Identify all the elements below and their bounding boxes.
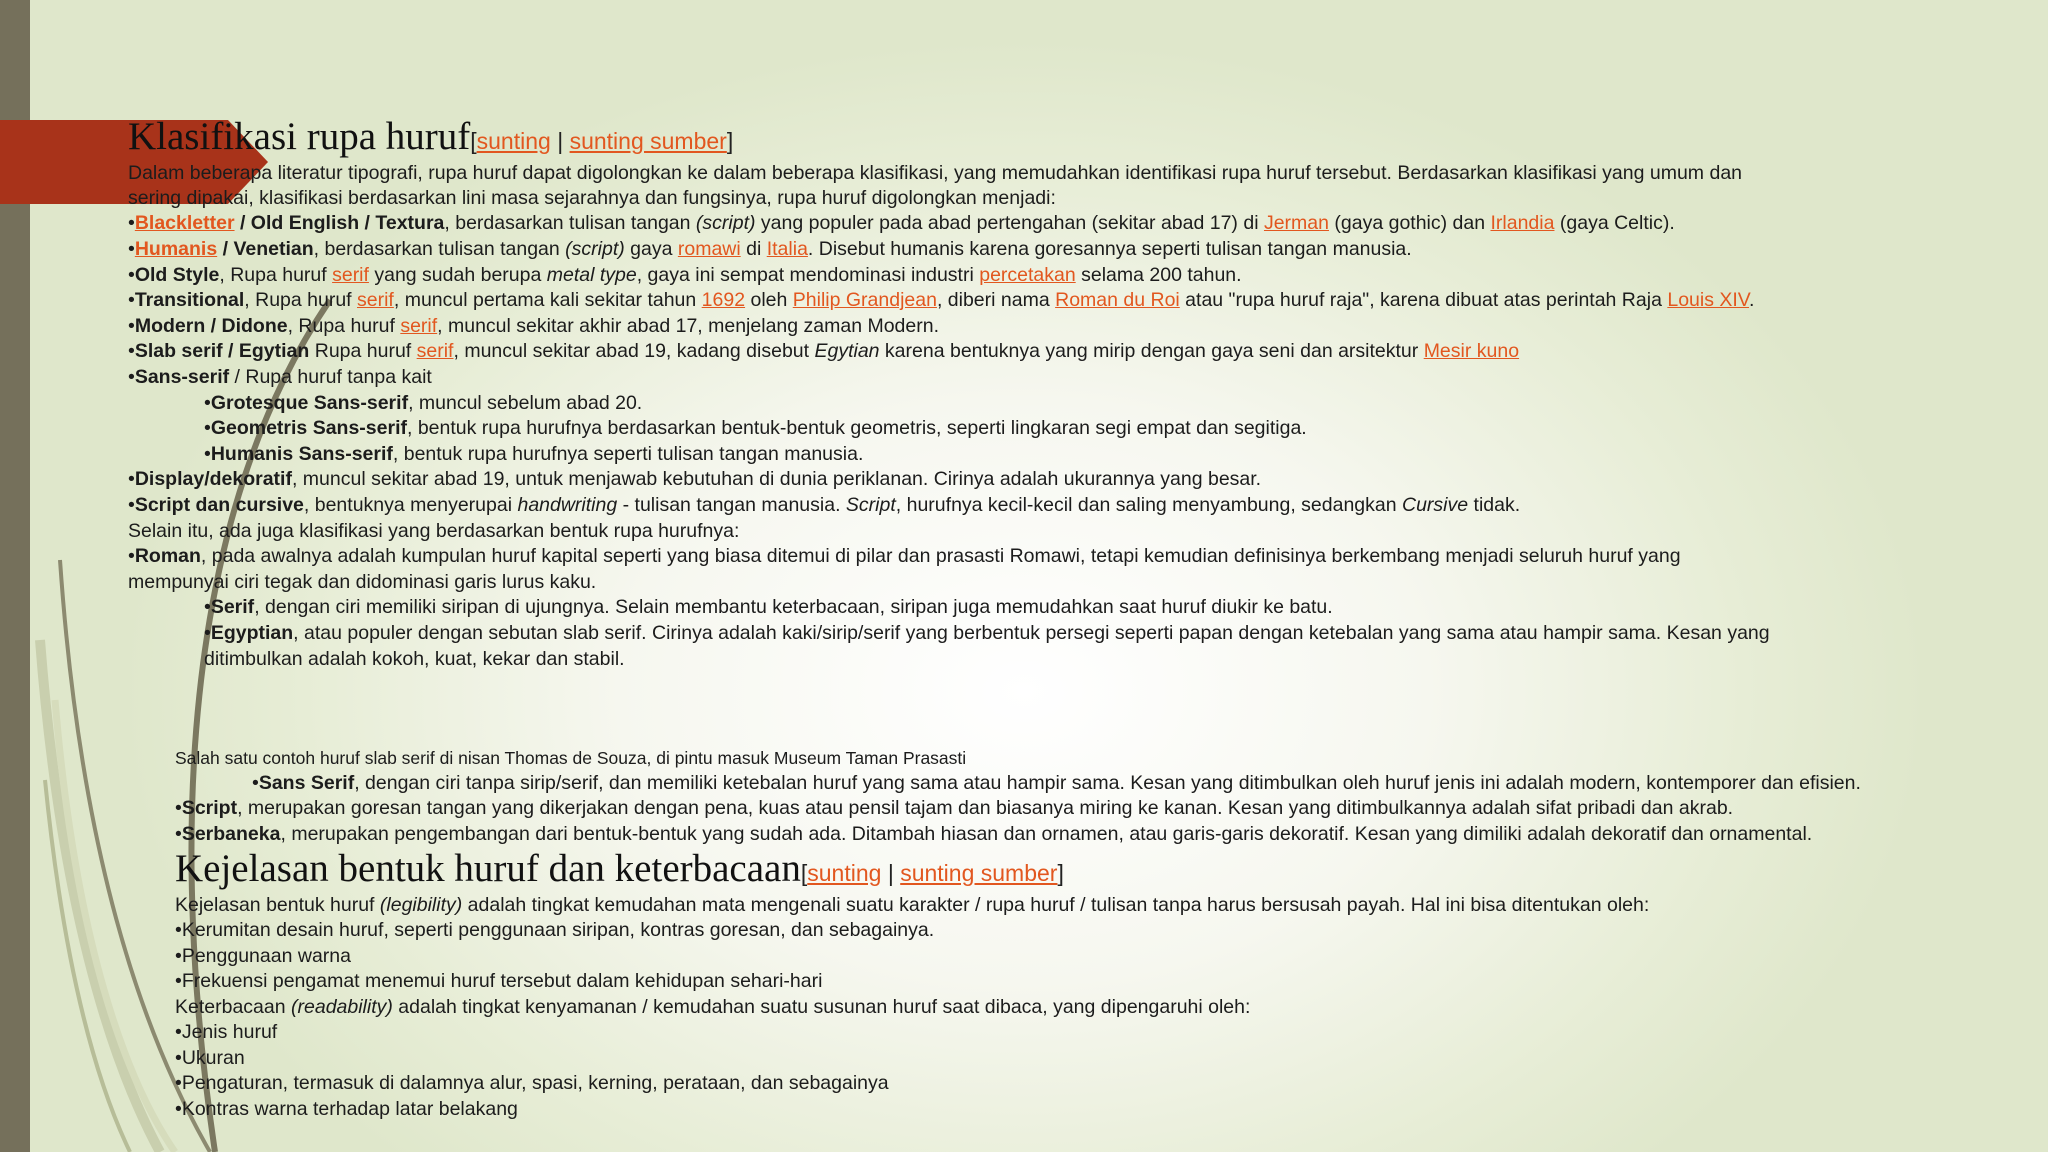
list-item-humanis: •Humanis / Venetian, berdasarkan tulisan tangan (script) gaya romawi di Italia. Disebut humanis karena goresannya seperti tulisan tangan manusia. [128,238,1412,260]
list-item-oldstyle: •Old Style, Rupa huruf serif yang sudah berupa metal type, gaya ini sempat mendominasi industri percetakan selama 200 tahun. [128,264,1242,286]
intro-line-2: sering dipakai, klasifikasi berdasarkan lini masa sejarahnya dan fungsinya, rupa huruf digolongkan menjadi: [128,187,1056,209]
section-heading-kejelasan [175,848,1064,894]
link-percetakan[interactable]: percetakan [979,264,1076,286]
image-caption: Salah satu contoh huruf slab serif di nisan Thomas de Souza, di pintu masuk Museum Taman Prasasti [175,748,967,768]
edit-source-link[interactable]: sunting sumber [900,860,1058,886]
sublist-item-humanis-sans: •Humanis Sans-serif, bentuk rupa hurufnya seperti tulisan tangan manusia. [204,443,864,465]
link-humanis[interactable]: Humanis [134,238,218,260]
edit-link[interactable]: sunting [476,128,551,154]
link-romawi[interactable]: romawi [677,238,741,260]
section-heading-klasifikasi [128,116,733,162]
link-jerman[interactable]: Jerman [1263,212,1329,234]
link-philip-grandjean[interactable]: Philip Grandjean [792,289,937,311]
link-blackletter[interactable]: Blackletter [134,212,235,234]
list-item: •Pengaturan, termasuk di dalamnya alur, spasi, kerning, perataan, dan sebagainya [175,1072,889,1094]
list-item: •Kontras warna terhadap latar belakang [175,1098,518,1120]
sublist-item-sans-serif: •Sans Serif, dengan ciri tanpa sirip/serif, dan memiliki ketebalan huruf yang sama atau hampir sama. Kesan yang ditimbulkan oleh huruf jenis ini adalah modern, kontemporer dan efisien. [252,772,1861,794]
sublist-item-serif: •Serif, dengan ciri memiliki siripan di ujungnya. Selain membantu keterbacaan, siripan juga memudahkan saat huruf diukir ke batu. [204,596,1333,618]
sublist-item-grotesque: •Grotesque Sans-serif, muncul sebelum abad 20. [204,392,643,414]
intro-line-1: Dalam beberapa literatur tipografi, rupa huruf dapat digolongkan ke dalam beberapa klasifikasi, yang memudahkan identifikasi rupa huruf tersebut. Berdasarkan klasifikasi yang umum dan [128,162,1743,184]
link-1692[interactable]: 1692 [701,289,746,311]
selain-text: Selain itu, ada juga klasifikasi yang berdasarkan bentuk rupa hurufnya: [128,520,740,542]
link-serif[interactable]: serif [416,340,454,362]
edit-source-link[interactable]: sunting sumber [569,128,727,154]
link-serif[interactable]: serif [357,289,394,311]
legibility-text: Kejelasan bentuk huruf (legibility) adalah tingkat kemudahan mata mengenali suatu karakter / rupa huruf / tulisan tanpa harus bersusah payah. Hal ini bisa ditentukan oleh: [175,894,1650,916]
list-item-modern: •Modern / Didone, Rupa huruf serif, muncul sekitar akhir abad 17, menjelang zaman Modern. [128,315,940,337]
list-item-serbaneka: •Serbaneka, merupakan pengembangan dari bentuk-bentuk yang sudah ada. Ditambah hiasan dan ornamen, atau garis-garis dekoratif. Kesan yang dimiliki adalah dekoratif dan ornamental. [175,823,1813,845]
list-item: •Penggunaan warna [175,945,351,967]
link-serif[interactable]: serif [332,264,369,286]
link-irlandia[interactable]: Irlandia [1490,212,1555,234]
readability-text: Keterbacaan (readability) adalah tingkat kenyamanan / kemudahan suatu susunan huruf saat dibaca, yang dipengaruhi oleh: [175,996,1251,1018]
list-item: •Kerumitan desain huruf, seperti penggunaan siripan, kontras goresan, dan sebagainya. [175,919,935,941]
list-item: •Ukuran [175,1047,245,1069]
list-item-roman: •Roman, pada awalnya adalah kumpulan huruf kapital seperti yang biasa ditemui di pilar dan prasasti Romawi, tetapi kemudian definisinya berkembang menjadi seluruh huruf yang [128,545,1681,567]
link-italia[interactable]: Italia [766,238,808,260]
list-item-script-2: •Script, merupakan goresan tangan yang dikerjakan dengan pena, kuas atau pensil tajam dan biasanya miring ke kanan. Kesan yang ditimbulkannya adalah sifat pribadi dan akrab. [175,797,1734,819]
edit-link[interactable]: sunting [807,860,882,886]
sublist-item-egyptian-cont: ditimbulkan adalah kokoh, kuat, kekar dan stabil. [204,648,625,670]
edit-links: [sunting | sunting sumber] [800,860,1064,886]
edit-links: [sunting | sunting sumber] [470,128,734,154]
sublist-item-egyptian: •Egyptian, atau populer dengan sebutan slab serif. Cirinya adalah kaki/sirip/serif yang berbentuk persegi seperti papan dengan ketebalan yang sama atau hampir sama. Kesan yang [204,622,1770,644]
link-serif[interactable]: serif [400,315,438,337]
sublist-item-geometris: •Geometris Sans-serif, bentuk rupa hurufnya berdasarkan bentuk-bentuk geometris, seperti lingkaran segi empat dan segitiga. [204,417,1307,439]
list-item: •Jenis huruf [175,1021,278,1043]
list-item-blackletter: •Blackletter / Old English / Textura, berdasarkan tulisan tangan (script) yang populer pada abad pertengahan (sekitar abad 17) di Jerman (gaya gothic) dan Irlandia (gaya Celtic). [128,212,1675,234]
link-roman-du-roi[interactable]: Roman du Roi [1055,289,1180,311]
list-item-slab: •Slab serif / Egytian Rupa huruf serif, muncul sekitar abad 19, kadang disebut Egytian karena bentuknya yang mirip dengan gaya seni dan arsitektur Mesir kuno [128,340,1520,362]
list-item-sans: •Sans-serif / Rupa huruf tanpa kait [128,366,432,388]
list-item-roman-cont: mempunyai ciri tegak dan didominasi garis lurus kaku. [128,571,597,593]
list-item: •Frekuensi pengamat menemui huruf tersebut dalam kehidupan sehari-hari [175,970,823,992]
heading-text: Klasifikasi rupa huruf [128,115,471,158]
link-louis-xiv[interactable]: Louis XIV [1667,289,1750,311]
list-item-transitional: •Transitional, Rupa huruf serif, muncul pertama kali sekitar tahun 1692 oleh Philip Grandjean, diberi nama Roman du Roi atau "rupa huruf raja", karena dibuat atas perintah Raja Louis XIV. [128,289,1755,311]
heading-text: Kejelasan bentuk huruf dan keterbacaan [175,847,801,890]
list-item-script: •Script dan cursive, bentuknya menyerupai handwriting - tulisan tangan manusia. Script, hurufnya kecil-kecil dan saling menyambung, sedangkan Cursive tidak. [128,494,1521,516]
link-mesir-kuno[interactable]: Mesir kuno [1423,340,1520,362]
list-item-display: •Display/dekoratif, muncul sekitar abad 19, untuk menjawab kebutuhan di dunia periklanan. Cirinya adalah ukurannya yang besar. [128,468,1262,490]
